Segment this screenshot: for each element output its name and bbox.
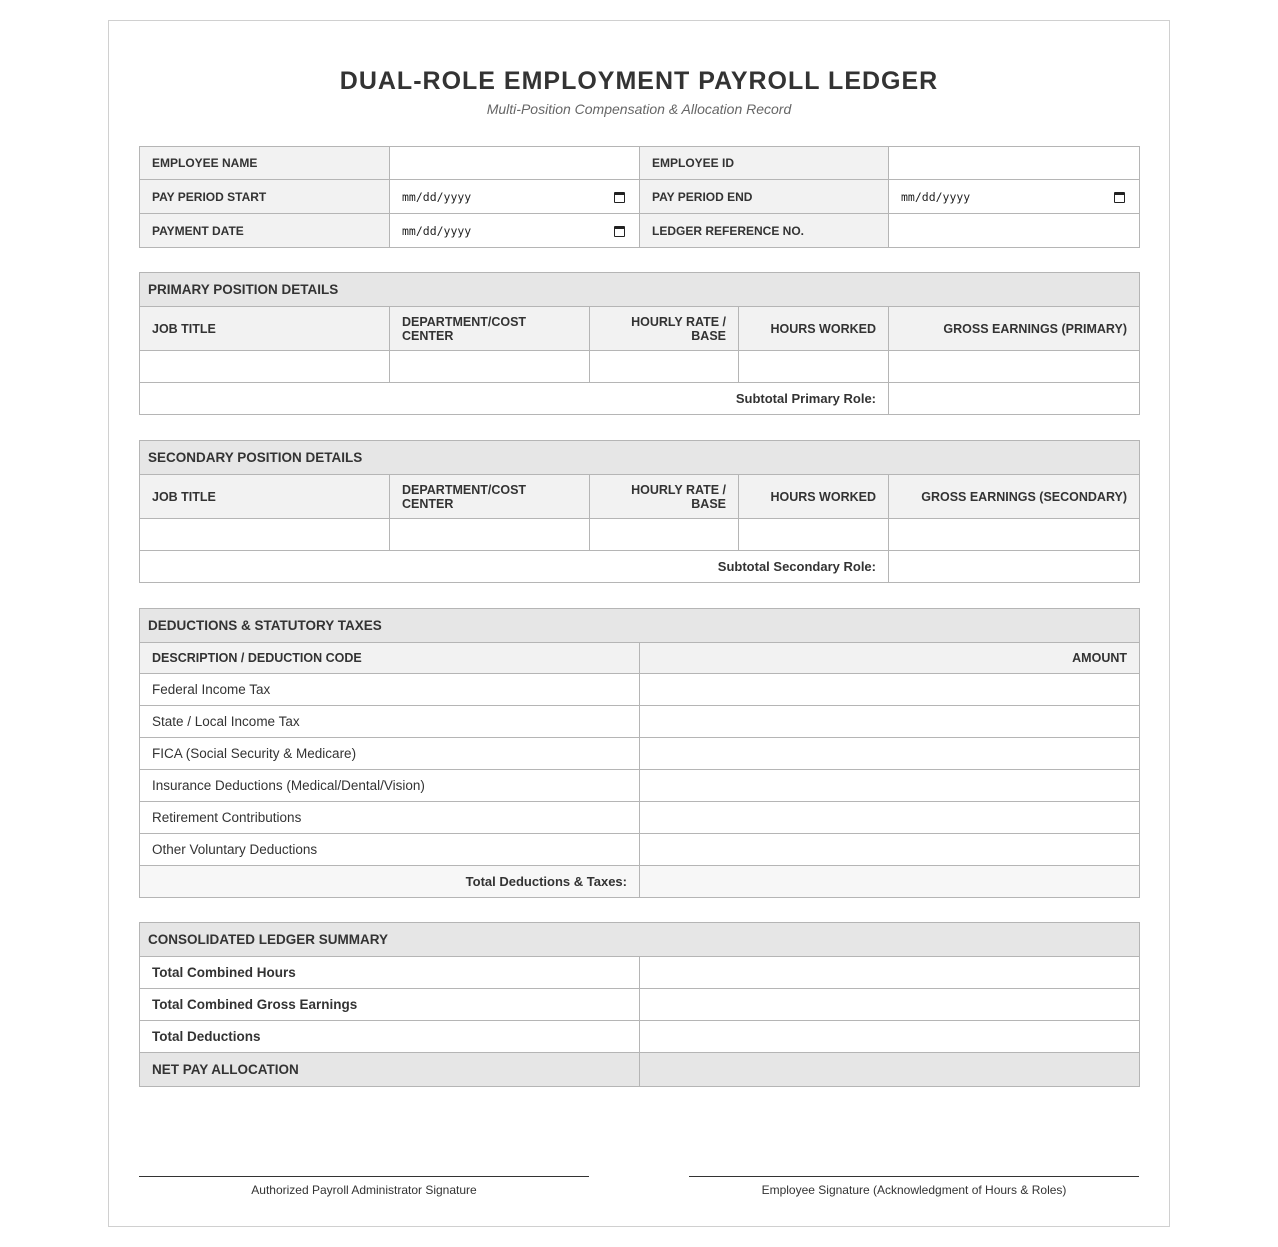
primary-subtotal-label: Subtotal Primary Role: xyxy=(140,383,889,415)
pay-period-end-value: mm/dd/yyyy xyxy=(901,189,971,204)
pay-period-start-value: mm/dd/yyyy xyxy=(402,189,472,204)
col-job-title: JOB TITLE xyxy=(140,475,390,519)
employee-id-field[interactable] xyxy=(889,147,1140,180)
page-title: DUAL-ROLE EMPLOYMENT PAYROLL LEDGER xyxy=(339,67,939,95)
primary-department-field[interactable] xyxy=(390,351,590,383)
primary-section-title: PRIMARY POSITION DETAILS xyxy=(140,273,1140,307)
pay-period-start-label: PAY PERIOD START xyxy=(140,180,390,214)
col-hourly-rate: HOURLY RATE / BASE xyxy=(590,475,739,519)
ledger-page xyxy=(108,20,1170,1227)
primary-position-table xyxy=(139,272,1140,415)
net-pay-field[interactable] xyxy=(640,1053,1140,1087)
deductions-total-label: Total Deductions & Taxes: xyxy=(140,866,640,898)
summary-label: Total Combined Hours xyxy=(140,957,640,989)
secondary-hours-field[interactable] xyxy=(739,519,889,551)
summary-section-title: CONSOLIDATED LEDGER SUMMARY xyxy=(140,923,1140,957)
payment-date-field[interactable] xyxy=(390,214,640,248)
primary-gross-field[interactable] xyxy=(889,351,1140,383)
payment-date-value: mm/dd/yyyy xyxy=(402,223,472,238)
deduction-amount-field[interactable] xyxy=(640,706,1140,738)
employee-name-field[interactable] xyxy=(390,147,640,180)
primary-subtotal-field[interactable] xyxy=(889,383,1140,415)
primary-rate-field[interactable] xyxy=(590,351,739,383)
col-hours-worked: HOURS WORKED xyxy=(739,475,889,519)
summary-value-field[interactable] xyxy=(640,1021,1140,1053)
deduction-label: Other Voluntary Deductions xyxy=(140,834,640,866)
col-hourly-rate: HOURLY RATE / BASE xyxy=(590,307,739,351)
deduction-label: State / Local Income Tax xyxy=(140,706,640,738)
page-subtitle: Multi-Position Compensation & Allocation Record xyxy=(486,101,792,117)
primary-hours-field[interactable] xyxy=(739,351,889,383)
deduction-amount-field[interactable] xyxy=(640,738,1140,770)
pay-period-end-field[interactable] xyxy=(889,180,1140,214)
secondary-subtotal-label: Subtotal Secondary Role: xyxy=(140,551,889,583)
pay-period-start-field[interactable] xyxy=(390,180,640,214)
employee-signature-line[interactable]: Employee Signature (Acknowledgment of Hours & Roles) xyxy=(689,1176,1139,1197)
secondary-rate-field[interactable] xyxy=(590,519,739,551)
summary-label: Total Combined Gross Earnings xyxy=(140,989,640,1021)
col-hours-worked: HOURS WORKED xyxy=(739,307,889,351)
summary-value-field[interactable] xyxy=(640,989,1140,1021)
deductions-section-title: DEDUCTIONS & STATUTORY TAXES xyxy=(140,609,1140,643)
secondary-gross-field[interactable] xyxy=(889,519,1140,551)
deduction-amount-field[interactable] xyxy=(640,802,1140,834)
ledger-ref-field[interactable] xyxy=(889,214,1140,248)
employee-name-label: EMPLOYEE NAME xyxy=(140,147,390,180)
ledger-ref-label: LEDGER REFERENCE NO. xyxy=(640,214,889,248)
deduction-label: Insurance Deductions (Medical/Dental/Vision) xyxy=(140,770,640,802)
calendar-icon[interactable] xyxy=(614,192,625,203)
calendar-icon[interactable] xyxy=(1114,192,1125,203)
secondary-department-field[interactable] xyxy=(390,519,590,551)
net-pay-label: NET PAY ALLOCATION xyxy=(140,1053,640,1087)
col-department: DEPARTMENT/COST CENTER xyxy=(390,307,590,351)
payment-date-label: PAYMENT DATE xyxy=(140,214,390,248)
deduction-label: Federal Income Tax xyxy=(140,674,640,706)
col-amount: AMOUNT xyxy=(640,643,1140,674)
deductions-total-field[interactable] xyxy=(640,866,1140,898)
deduction-amount-field[interactable] xyxy=(640,674,1140,706)
secondary-subtotal-field[interactable] xyxy=(889,551,1140,583)
deduction-label: FICA (Social Security & Medicare) xyxy=(140,738,640,770)
col-gross-earnings: GROSS EARNINGS (PRIMARY) xyxy=(889,307,1140,351)
primary-job-title-field[interactable] xyxy=(140,351,390,383)
employee-info-table xyxy=(139,146,1140,248)
col-department: DEPARTMENT/COST CENTER xyxy=(390,475,590,519)
col-gross-earnings: GROSS EARNINGS (SECONDARY) xyxy=(889,475,1140,519)
pay-period-end-label: PAY PERIOD END xyxy=(640,180,889,214)
deductions-table xyxy=(139,608,1140,898)
col-job-title: JOB TITLE xyxy=(140,307,390,351)
summary-table xyxy=(139,922,1140,1087)
calendar-icon[interactable] xyxy=(614,226,625,237)
secondary-position-table xyxy=(139,440,1140,583)
deduction-amount-field[interactable] xyxy=(640,770,1140,802)
secondary-job-title-field[interactable] xyxy=(140,519,390,551)
secondary-section-title: SECONDARY POSITION DETAILS xyxy=(140,441,1140,475)
admin-signature-line[interactable]: Authorized Payroll Administrator Signature xyxy=(139,1176,589,1197)
employee-id-label: EMPLOYEE ID xyxy=(640,147,889,180)
summary-label: Total Deductions xyxy=(140,1021,640,1053)
deduction-label: Retirement Contributions xyxy=(140,802,640,834)
deduction-amount-field[interactable] xyxy=(640,834,1140,866)
summary-value-field[interactable] xyxy=(640,957,1140,989)
col-description: DESCRIPTION / DEDUCTION CODE xyxy=(140,643,640,674)
